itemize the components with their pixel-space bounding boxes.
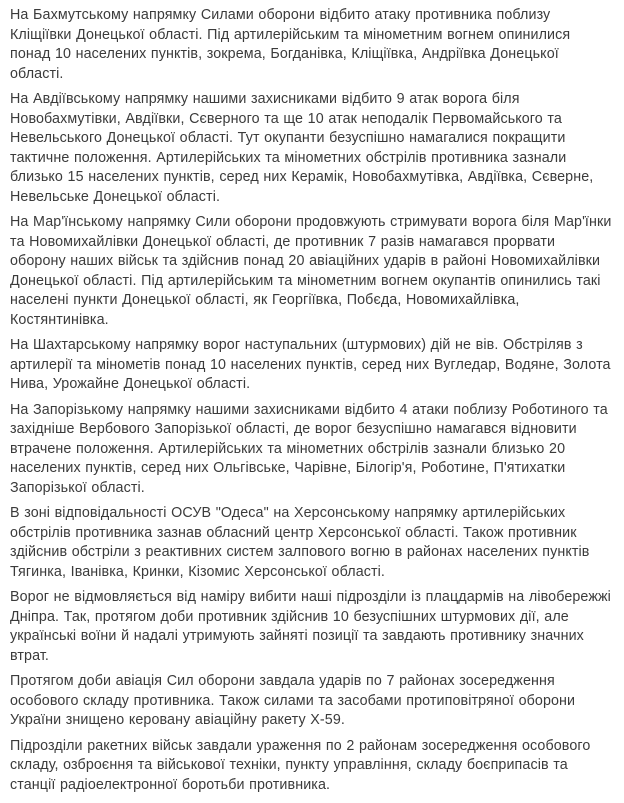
report-paragraph-zaporizhia: На Запорізькому напрямку нашими захисниками відбито 4 атаки поблизу Роботиного та західніше Вербового Запорізької області, де ворог безуспішно намагався відновити втрачене положення. Артилерійських та мінометних обстрілів зазнали близько 20 населених пунктів, серед них Ольгівське, Чарівне, Білогір'я, Роботине, П'ятихатки Запорізької області. — [10, 401, 608, 496]
report-paragraph-marinka: На Мар'їнському напрямку Сили оборони продовжують стримувати ворога біля Мар'їнки та Новомихайлівки Донецької області, де противник 7 разів намагався прорвати оборону наших військ та здійснив понад 20 авіаційних ударів в районі Новомихайлівки Донецької області. Під артилерійським та мінометним вогнем окупантів опинились такі населені пункти Донецької області, як Георгіївка, Побєда, Новомихайлівка, Костянтинівка. — [10, 214, 612, 328]
report-paragraph-bakhmut: На Бахмутському напрямку Силами оборони відбито атаку противника поблизу Кліщіївки Донецької області. Під артилерійським та мінометним вогнем опинилися понад 10 населених пунктів, зокрема, Богданівка, Кліщіївка, Андріївка Донецької області. — [10, 7, 571, 82]
report-paragraph-kherson: В зоні відповідальності ОСУВ "Одеса" на Херсонському напрямку артилерійських обстрілів противника зазнав обласний центр Херсонської області. Також противник здійснив обстріли з реактивних систем залпового вогню в районах населених пунктів Тягинка, Іванівка, Кринки, Кізомис Херсонської області. — [10, 505, 590, 580]
report-paragraph-shakhtarsk: На Шахтарському напрямку ворог наступальних (штурмових) дій не вів. Обстріляв з артилерії та мінометів понад 10 населених пунктів, серед них Вугледар, Водяне, Золота Нива, Урожайне Донецької області. — [10, 337, 611, 392]
report-paragraph-dnipro: Ворог не відмовляється від наміру вибити наші підрозділи із плацдармів на лівобережжі Дніпра. Так, протягом доби противник здійснив 10 безуспішних штурмових дії, але українські воїни й надалі утримують зайняті позиції та завдають противнику значних втрат. — [10, 589, 611, 664]
report-paragraph-avdiivka: На Авдіївському напрямку нашими захисниками відбито 9 атак ворога біля Новобахмутівки, Авдіївки, Сєверного та ще 10 атак неподалік Первомайського та Невельського Донецької області. Тут окупанти безуспішно намагалися покращити тактичне положення. Артилерійських та мінометних обстрілів противника зазнали близько 15 населених пунктів, серед них Керамік, Новобахмутівка, Авдіївка, Сєверне, Невельське Донецької області. — [10, 91, 594, 205]
report-paragraph-missile: Підрозділи ракетних військ завдали ураження по 2 районам зосередження особового складу, озброєння та військової техніки, пункту управління, складу боєприпасів та станції радіоелектронної боротьби противника. — [10, 737, 591, 793]
report-paragraph-aviation: Протягом доби авіація Сил оборони завдала ударів по 7 районах зосередження особового складу противника. Також силами та засобами протиповітряної оборони України знищено керовану авіаційну ракету Х-59. — [10, 673, 576, 728]
